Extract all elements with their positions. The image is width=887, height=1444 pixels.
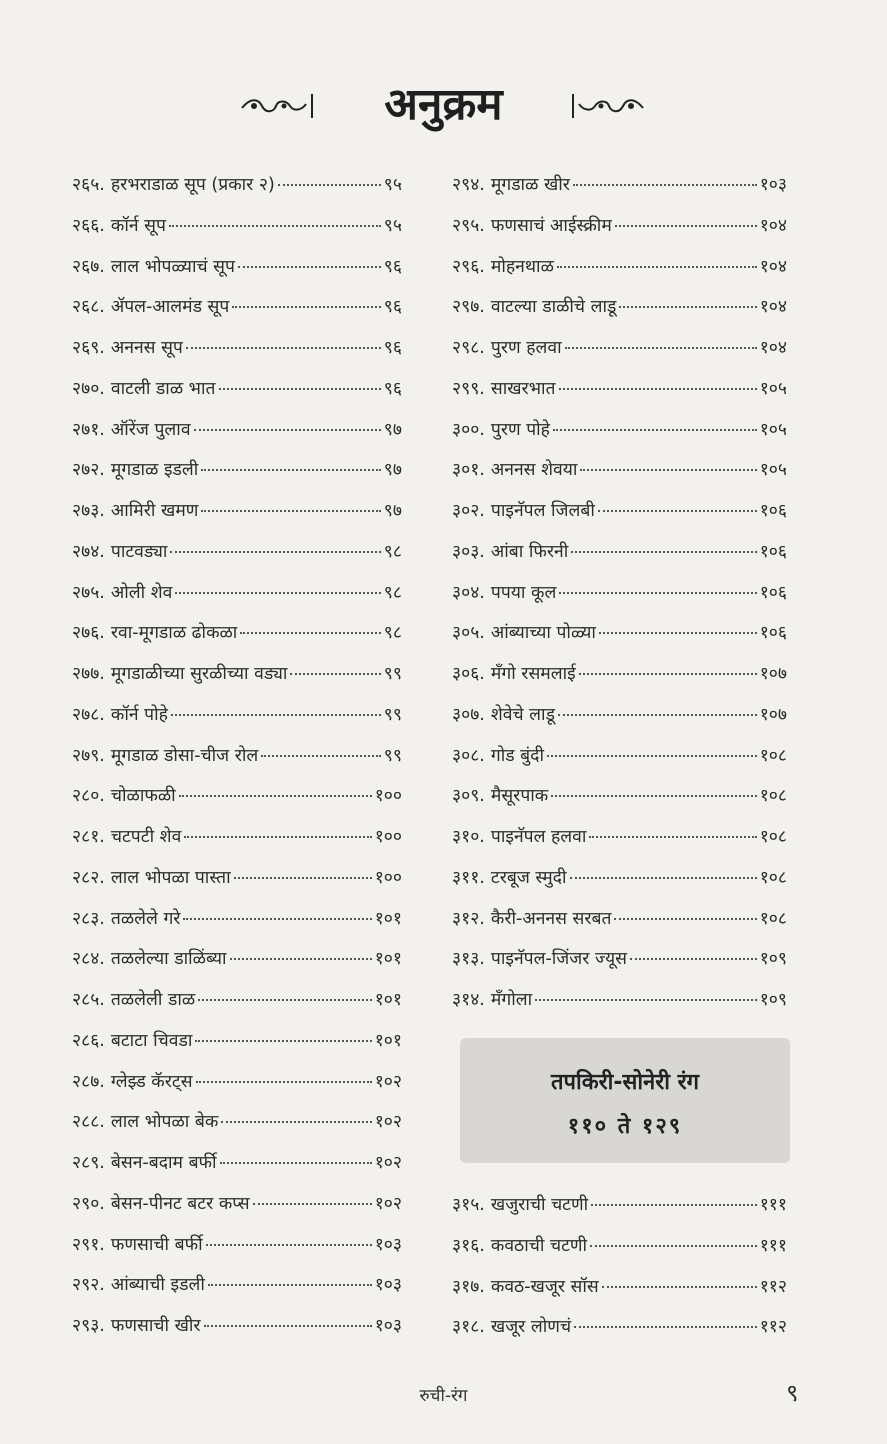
dot-leader <box>198 999 372 1001</box>
entry-number: २७९. <box>72 745 105 766</box>
entry-page-number: १०७ <box>759 704 787 725</box>
left-toc-column <box>72 172 402 1354</box>
toc-entry <box>72 702 402 743</box>
entry-name: तळलेले गरे <box>110 908 181 929</box>
entry-number: २८०. <box>72 786 105 807</box>
entry-number: २७५. <box>72 582 105 603</box>
entry-number: २८५. <box>72 990 105 1010</box>
title-row <box>0 70 887 140</box>
entry-page-number: १०१ <box>374 1030 402 1051</box>
entry-name: आंब्याची इडली <box>110 1275 205 1296</box>
dot-leader <box>571 551 756 553</box>
entry-name: चोळाफळी <box>110 786 176 807</box>
entry-page-number: १०८ <box>759 827 787 847</box>
entry-name: हरभराडाळ सूप (प्रकार २) <box>110 175 275 195</box>
entry-page-number: १०३ <box>374 1275 402 1296</box>
dot-leader <box>589 836 756 838</box>
entry-name: मूगडाळीच्या सुरळीच्या वड्या <box>110 664 288 684</box>
entry-name: पुरण पोहे <box>490 419 550 440</box>
toc-entry <box>452 457 787 498</box>
toc-entry <box>72 335 402 376</box>
entry-number: २९०. <box>72 1193 105 1214</box>
toc-entry <box>72 987 402 1028</box>
toc-entry <box>72 498 402 539</box>
section-heading-box <box>460 1038 790 1163</box>
entry-number: ३१८. <box>452 1317 485 1338</box>
dot-leader <box>558 714 757 716</box>
entry-page-number: ९६ <box>383 378 402 399</box>
entry-number: २८४. <box>72 949 105 970</box>
entry-number: ३०३. <box>452 541 485 562</box>
entry-number: २९६. <box>452 256 485 277</box>
toc-entry <box>72 661 402 702</box>
dot-leader <box>201 510 380 512</box>
entry-page-number: १०६ <box>759 501 787 521</box>
dot-leader <box>278 184 381 186</box>
entry-number: २७८. <box>72 704 105 725</box>
dot-leader <box>194 429 381 431</box>
dot-leader <box>553 429 757 431</box>
entry-page-number: ९६ <box>383 256 402 277</box>
toc-entry <box>452 335 787 376</box>
toc-entry <box>72 1191 402 1232</box>
entry-number: २८९. <box>72 1153 105 1173</box>
entry-page-number: १०४ <box>759 338 787 358</box>
dot-leader <box>551 795 756 797</box>
toc-entry <box>72 213 402 254</box>
dot-leader <box>253 1203 372 1205</box>
toc-entry <box>452 294 787 335</box>
entry-name: मँगोला <box>490 990 533 1010</box>
entry-number: २९१. <box>72 1234 105 1255</box>
dot-leader <box>590 1245 757 1247</box>
entry-page-number: १०५ <box>759 419 787 440</box>
toc-entry <box>72 906 402 947</box>
toc-entry <box>452 783 787 824</box>
entry-page-number: ९८ <box>383 541 402 562</box>
entry-name: खजुराची चटणी <box>490 1195 589 1215</box>
dot-leader <box>591 1204 756 1206</box>
toc-entry <box>452 865 787 906</box>
dot-leader <box>230 958 372 960</box>
dot-leader <box>183 918 371 920</box>
entry-number: २७१. <box>72 419 105 440</box>
toc-entry <box>72 1150 402 1191</box>
toc-entry <box>72 1069 402 1110</box>
entry-number: ३१२. <box>452 908 485 929</box>
entry-page-number: १०१ <box>374 990 402 1010</box>
entry-page-number: ९८ <box>383 582 402 603</box>
entry-number: २६९. <box>72 338 105 358</box>
entry-number: २६७. <box>72 256 105 277</box>
entry-number: २९७. <box>452 297 485 318</box>
entry-name: कवठ-खजूर सॉस <box>490 1276 599 1297</box>
entry-number: २८१. <box>72 827 105 847</box>
dot-leader <box>615 225 757 227</box>
dot-leader <box>573 184 757 186</box>
entry-number: ३०८. <box>452 745 485 766</box>
toc-entry <box>72 1313 402 1354</box>
entry-page-number: १०१ <box>374 908 402 929</box>
entry-name: मूगडाळ खीर <box>490 175 570 195</box>
right-toc-column <box>452 172 787 1028</box>
entry-page-number: १०३ <box>759 175 787 195</box>
toc-entry <box>72 865 402 906</box>
page-title: अनुक्रम <box>384 79 503 130</box>
entry-name: वाटल्या डाळीचे लाडू <box>490 297 617 318</box>
entry-page-number: ९५ <box>383 175 402 195</box>
entry-page-number: १०९ <box>759 949 787 970</box>
toc-entry <box>452 172 787 213</box>
toc-entry <box>452 1192 787 1233</box>
entry-page-number: ९७ <box>383 419 402 440</box>
entry-name: मोहनथाळ <box>490 256 554 277</box>
entry-number: २८७. <box>72 1071 105 1092</box>
entry-name: कॉर्न पोहे <box>110 704 168 725</box>
dot-leader <box>240 632 380 634</box>
entry-number: ३१४. <box>452 990 485 1010</box>
entry-page-number: ९९ <box>383 704 402 725</box>
dot-leader <box>201 469 380 471</box>
toc-entry <box>452 213 787 254</box>
dot-leader <box>206 1244 372 1246</box>
footer-book-title: रुची-रंग <box>419 1386 468 1406</box>
entry-name: अननस सूप <box>110 338 183 358</box>
toc-entry <box>72 946 402 987</box>
entry-number: ३१३. <box>452 949 485 970</box>
entry-page-number: ११२ <box>759 1276 787 1297</box>
section-page-range: ११० ते १२९ <box>567 1114 683 1139</box>
entry-number: २७६. <box>72 623 105 644</box>
toc-entry <box>452 620 787 661</box>
dot-leader <box>598 510 757 512</box>
entry-page-number: ९६ <box>383 338 402 358</box>
right-ornament-icon <box>570 90 645 120</box>
entry-page-number: ९७ <box>383 501 402 521</box>
dot-leader <box>184 836 371 838</box>
entry-name: ऑरेंज पुलाव <box>110 419 191 440</box>
toc-entry <box>72 417 402 458</box>
entry-name: फणसाची खीर <box>110 1316 201 1336</box>
entry-page-number: ११२ <box>759 1317 787 1338</box>
entry-number: २८६. <box>72 1030 105 1051</box>
entry-number: ३१६. <box>452 1235 485 1256</box>
entry-number: ३०४. <box>452 582 485 603</box>
dot-leader <box>261 755 381 757</box>
entry-name: अननस शेवया <box>490 460 578 481</box>
toc-entry <box>452 824 787 865</box>
dot-leader <box>238 266 381 268</box>
entry-name: मैसूरपाक <box>490 786 549 807</box>
toc-entry <box>452 580 787 621</box>
entry-number: ३१०. <box>452 827 485 847</box>
entry-number: २८८. <box>72 1112 105 1133</box>
dot-leader <box>599 632 757 634</box>
entry-page-number: १०२ <box>374 1112 402 1133</box>
entry-name: फणसाचं आईस्क्रीम <box>490 215 612 236</box>
toc-entry <box>452 946 787 987</box>
toc-entry <box>452 376 787 417</box>
entry-name: मूगडाळ डोसा-चीज रोल <box>110 745 259 766</box>
dot-leader <box>234 877 372 879</box>
entry-name: ॲपल-आलमंड सूप <box>110 297 230 318</box>
toc-entry <box>72 580 402 621</box>
toc-entry <box>72 743 402 784</box>
entry-name: रवा-मूगडाळ ढोकळा <box>110 623 238 644</box>
entry-name: बटाटा चिवडा <box>110 1030 193 1051</box>
entry-name: पाइनॅपल हलवा <box>490 827 587 847</box>
dot-leader <box>175 592 380 594</box>
dot-leader <box>535 999 757 1001</box>
toc-entry <box>452 906 787 947</box>
entry-number: ३०१. <box>452 460 485 481</box>
toc-entry <box>452 1233 787 1274</box>
entry-page-number: १११ <box>759 1235 787 1256</box>
entry-page-number: १०८ <box>759 745 787 766</box>
entry-page-number: १०८ <box>759 867 787 888</box>
entry-name: ग्लेझ्ड कॅरट्स <box>110 1071 193 1092</box>
entry-name: ओली शेव <box>110 582 173 603</box>
toc-entry <box>72 1028 402 1069</box>
entry-name: मँगो रसमलाई <box>490 664 576 684</box>
toc-entry <box>72 620 402 661</box>
toc-entry <box>452 254 787 295</box>
entry-page-number: ९९ <box>383 745 402 766</box>
entry-number: २८२. <box>72 867 105 888</box>
entry-page-number: १०८ <box>759 786 787 807</box>
entry-name: चटपटी शेव <box>110 827 182 847</box>
entry-name: आंब्याच्या पोळ्या <box>490 623 596 644</box>
dot-leader <box>221 1121 371 1123</box>
entry-page-number: १०५ <box>759 378 787 399</box>
entry-page-number: १०७ <box>759 664 787 684</box>
entry-number: २९८. <box>452 338 485 358</box>
entry-name: गोड बुंदी <box>490 745 545 766</box>
dot-leader <box>579 673 757 675</box>
entry-page-number: १०८ <box>759 908 787 929</box>
toc-entry <box>452 539 787 580</box>
entry-number: ३१७. <box>452 1276 485 1297</box>
entry-page-number: ९५ <box>383 215 402 236</box>
toc-entry <box>72 824 402 865</box>
entry-name: बेसन-बदाम बर्फी <box>110 1153 217 1173</box>
entry-number: २९३. <box>72 1316 105 1336</box>
entry-page-number: ९७ <box>383 460 402 481</box>
entry-name: आमिरी खमण <box>110 501 199 521</box>
entry-page-number: १०२ <box>374 1153 402 1173</box>
toc-entry <box>72 172 402 213</box>
section-title: तपकिरी-सोनेरी रंग <box>551 1070 699 1095</box>
dot-leader <box>580 469 756 471</box>
toc-entry <box>72 457 402 498</box>
toc-entry <box>72 783 402 824</box>
dot-leader <box>171 714 381 716</box>
dot-leader <box>614 918 756 920</box>
dot-leader <box>170 551 380 553</box>
entry-page-number: १०६ <box>759 541 787 562</box>
entry-number: २९५. <box>452 215 485 236</box>
entry-name: कॉर्न सूप <box>110 215 166 236</box>
page-number: ९ <box>786 1379 799 1407</box>
section-toc-column <box>452 1192 787 1355</box>
toc-entry <box>452 702 787 743</box>
entry-page-number: १०२ <box>374 1193 402 1214</box>
toc-entry <box>72 1272 402 1313</box>
toc-entry <box>452 743 787 784</box>
entry-name: फणसाची बर्फी <box>110 1234 203 1255</box>
dot-leader <box>290 673 380 675</box>
entry-name: लाल भोपळ्याचं सूप <box>110 256 235 277</box>
entry-name: कवठाची चटणी <box>490 1235 588 1256</box>
dot-leader <box>565 347 757 349</box>
dot-leader <box>602 1286 757 1288</box>
entry-page-number: १०६ <box>759 582 787 603</box>
toc-entry <box>72 1232 402 1273</box>
entry-page-number: १०४ <box>759 297 787 318</box>
dot-leader <box>204 1325 372 1327</box>
entry-number: २६८. <box>72 297 105 318</box>
entry-number: २९२. <box>72 1275 105 1296</box>
entry-name: खजूर लोणचं <box>490 1317 572 1338</box>
entry-name: पुरण हलवा <box>490 338 562 358</box>
entry-number: २७७. <box>72 664 105 684</box>
entry-page-number: १०३ <box>374 1234 402 1255</box>
entry-name: पाइनॅपल-जिंजर ज्यूस <box>490 949 627 970</box>
toc-entry <box>452 661 787 702</box>
toc-entry <box>452 1314 787 1355</box>
entry-name: साखरभात <box>490 378 556 399</box>
entry-number: ३०५. <box>452 623 485 644</box>
entry-page-number: ९९ <box>383 664 402 684</box>
toc-entry <box>72 539 402 580</box>
dot-leader <box>169 225 381 227</box>
entry-page-number: ९६ <box>383 297 402 318</box>
toc-entry <box>452 417 787 458</box>
entry-name: पपया कूल <box>490 582 557 603</box>
dot-leader <box>220 1162 372 1164</box>
entry-page-number: १११ <box>759 1195 787 1215</box>
dot-leader <box>619 306 756 308</box>
dot-leader <box>219 388 381 390</box>
dot-leader <box>570 877 757 879</box>
dot-leader <box>630 958 757 960</box>
entry-name: वाटली डाळ भात <box>110 378 216 399</box>
entry-page-number: १०४ <box>759 256 787 277</box>
entry-name: टरबूज स्मुदी <box>490 867 567 888</box>
entry-page-number: १०० <box>374 867 402 888</box>
entry-number: ३०९. <box>452 786 485 807</box>
toc-entry <box>452 987 787 1028</box>
entry-name: मूगडाळ इडली <box>110 460 199 481</box>
dot-leader <box>547 755 757 757</box>
entry-page-number: १०२ <box>374 1071 402 1092</box>
entry-name: तळलेल्या डाळिंब्या <box>110 949 227 970</box>
entry-page-number: ९८ <box>383 623 402 644</box>
entry-name: लाल भोपळा पास्ता <box>110 867 231 888</box>
toc-entry <box>72 376 402 417</box>
entry-page-number: १०६ <box>759 623 787 644</box>
entry-number: २६५. <box>72 175 105 195</box>
entry-name: पाइनॅपल जिलबी <box>490 501 595 521</box>
toc-entry <box>72 294 402 335</box>
entry-number: २८३. <box>72 908 105 929</box>
entry-name: आंबा फिरनी <box>490 541 569 562</box>
entry-number: २९४. <box>452 175 485 195</box>
entry-number: ३११. <box>452 867 485 888</box>
dot-leader <box>208 1284 372 1286</box>
entry-number: २६६. <box>72 215 105 236</box>
dot-leader <box>179 795 372 797</box>
entry-page-number: १०० <box>374 827 402 847</box>
dot-leader <box>232 306 381 308</box>
entry-page-number: १०० <box>374 786 402 807</box>
entry-number: ३०७. <box>452 704 485 725</box>
dot-leader <box>574 1326 757 1328</box>
toc-entry <box>72 254 402 295</box>
entry-number: ३०६. <box>452 664 485 684</box>
entry-number: २७३. <box>72 501 105 521</box>
toc-entry <box>452 498 787 539</box>
entry-name: तळलेली डाळ <box>110 990 196 1010</box>
entry-page-number: १०१ <box>374 949 402 970</box>
entry-name: लाल भोपळा बेक <box>110 1112 219 1133</box>
dot-leader <box>186 347 381 349</box>
entry-number: २७०. <box>72 378 105 399</box>
toc-entry <box>72 1109 402 1150</box>
entry-number: ३१५. <box>452 1195 485 1215</box>
entry-page-number: १०३ <box>374 1316 402 1336</box>
entry-number: २९९. <box>452 378 485 399</box>
entry-name: कैरी-अननस सरबत <box>490 908 612 929</box>
entry-name: पाटवड्या <box>110 541 168 562</box>
dot-leader <box>559 592 756 594</box>
entry-page-number: १०५ <box>759 460 787 481</box>
entry-number: ३०२. <box>452 501 485 521</box>
entry-number: ३००. <box>452 419 485 440</box>
entry-page-number: १०४ <box>759 215 787 236</box>
entry-page-number: १०९ <box>759 990 787 1010</box>
entry-name: शेवेचे लाडू <box>490 704 555 725</box>
entry-number: २७४. <box>72 541 105 562</box>
entry-name: बेसन-पीनट बटर कप्स <box>110 1193 250 1214</box>
dot-leader <box>559 388 757 390</box>
dot-leader <box>557 266 757 268</box>
dot-leader <box>196 1081 372 1083</box>
entry-number: २७२. <box>72 460 105 481</box>
dot-leader <box>195 1040 371 1042</box>
toc-entry <box>452 1274 787 1315</box>
